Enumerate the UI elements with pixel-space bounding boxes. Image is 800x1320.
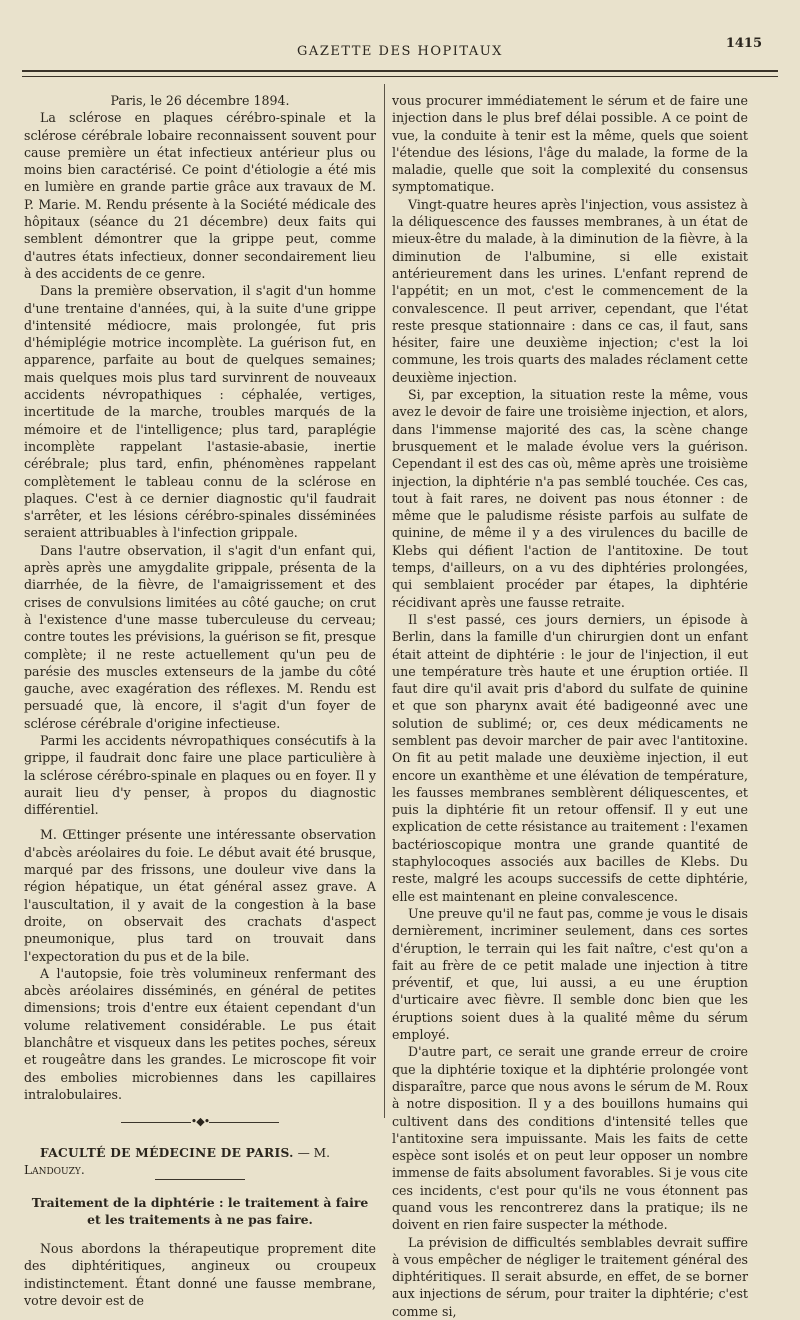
section-heading — [24, 1145, 376, 1180]
paragraph: D'autre part, ce serait une grande erreur de croire que la diphtérie toxique et la diphtérie prolongée vont disparaître, parce que nous avons le sérum de M. Roux à notre disposition. Il y a des bouillons humains qui cultivent dans des conditions d'intensité telles que l'antitoxine sera impuissante. Mais les faits de cette espèce sont isolés et on peut leur opposer un nombre immense de faits absolument favorables. Si je vous cite ces incidents, c'est pour qu'ils ne vous étonnent pas quand vous les rencontrerez dans la pratique; ils ne doivent en rien faire suspecter la méthode. — [392, 1044, 748, 1233]
article-subheading — [24, 1194, 376, 1228]
section-ornament: •◆• — [24, 1113, 376, 1130]
header-rule-thin — [22, 76, 778, 77]
spacer — [24, 818, 376, 826]
column-divider — [384, 84, 385, 1118]
paragraph: Dans l'autre observation, il s'agit d'un enfant qui, après après une amygdalite grippale, présenta de la diarrhée, de la fièvre, de l'amaigrissement et des crises de convulsions limitées au côté gauche; on crut à l'existence d'une masse tuberculeuse du cerveau; contre toutes les prévisions, la guérison se fit, presque complète; il ne reste actuellement qu'un peu de parésie des muscles extenseurs de la jambe du côté gauche, avec exagération des réflexes. M. Rendu est persuadé que, là encore, il s'agit d'un foyer de sclérose cérébrale d'origine infectieuse. — [24, 542, 376, 731]
header-rule-thick — [22, 70, 778, 72]
paragraph: Dans la première observation, il s'agit d'un homme d'une trentaine d'années, qui, à la suite d'une grippe d'intensité médiocre, mais prolongée, fut pris d'hémiplégie motrice incomplète. La guérison fut, en apparence, parfaite au bout de quelques semaines; mais quelques mois plus tard survinrent de nouveaux accidents névropathiques : céphalée, vertiges, incertitude de la marche, troubles marqués de la mémoire et de l'intelligence; plus tard, paraplégie incomplète rappelant l'astasie-abasie, inertie cérébrale; plus tard, enfin, phénomènes rappelant complètement le tableau connu de la sclérose en plaques. C'est à ce dernier diagnostic qu'il faudrait s'arrêter, et les lésions cérébro-spinales disséminées seraient attribuables à l'infection grippale. — [24, 283, 376, 541]
subhead-rule — [155, 1179, 245, 1180]
page-number: 1415 — [725, 36, 762, 51]
paragraph: M. Œttinger présente une intéressante observation d'abcès aréolaires du foie. Le début avait été brusque, marqué par des frissons, une douleur vive dans la région hépatique, un état général assez grave. A l'auscultation, il y avait de la congestion à la base droite, on observait des crachats d'aspect pneumonique, plus tard on trouvait dans l'expectoration du pus et de la bile. — [24, 827, 376, 964]
dateline: Paris, le 26 décembre 1894. — [110, 93, 290, 108]
right-column — [392, 92, 748, 1320]
paragraph: Vingt-quatre heures après l'injection, vous assistez à la déliquescence des fausses membranes, à un état de mieux-être du malade, à la diminution de la fièvre, à la diminution de l'albumine, si elle existait antérieurement dans les urines. L'enfant reprend de l'appétit; en un mot, c'est le commencement de la convalescence. Il peut arriver, cependant, que l'état reste presque stationnaire : dans ce cas, il faut, sans hésiter, faire une deuxième injection; c'est la loi commune, les trois quarts des malades réclament cette deuxième injection. — [392, 196, 748, 385]
paragraph: Nous abordons la thérapeutique proprement dite des diphtéritiques, angineux ou croupeux indistinctement. Étant donné une fausse membrane, votre devoir est de — [24, 1241, 376, 1308]
paragraph: A l'autopsie, foie très volumineux renfermant des abcès aréolaires disséminés, en général de petites dimensions; trois d'entre eux étaient cependant d'un volume relativement considérable. Le pus était blanchâtre et visqueux dans les petites poches, séreux et rougeâtre dans les grandes. Le microscope fit voir des embolies microbiennes dans les capillaires intralobulaires. — [24, 965, 376, 1102]
left-column — [24, 92, 376, 1309]
masthead-title: GAZETTE DES HOPITAUX — [297, 44, 503, 59]
faculty-author: — M. Landouzy. — [24, 1145, 330, 1177]
paragraph: vous procurer immédiatement le sérum et de faire une injection dans le plus bref délai possible. A ce point de vue, la conduite à tenir est la même, quels que soient l'étendue des lésions, l'âge du malade, la forme de la maladie, quelle que soit la complexité du consensus symptomatique. — [392, 93, 748, 195]
paragraph: Parmi les accidents névropathiques consécutifs à la grippe, il faudrait donc faire une place particulière à la sclérose cérébro-spinale en plaques ou en foyer. Il y aurait lieu d'y penser, à propos du diagnostic différentiel. — [24, 732, 376, 818]
paragraph: Si, par exception, la situation reste la même, vous avez le devoir de faire une troisième injection, et alors, dans l'immense majorité des cas, la scène change brusquement et le malade évolue vers la guérison. Cependant il est des cas où, même après une troisième injection, la diphtérie n'a pas semblé touchée. Ces cas, tout à fait rares, ne doivent pas nous étonner : de même que le paludisme résiste parfois au sulfate de quinine, de même il y a des virulences du bacille de Klebs qui défient l'action de l'antitoxine. De tout temps, d'ailleurs, on a vu des diphtéries prolongées, qui semblaient procéder par étapes, la diphtérie récidivant après une fausse retraite. — [392, 387, 748, 610]
paragraph: Il s'est passé, ces jours derniers, un épisode à Berlin, dans la famille d'un chirurgien dont un enfant était atteint de diphtérie : le jour de l'injection, il eut une température très haute et une éruption ortiée. Il faut dire qu'il avait pris d'abord du sulfate de quinine et que son pharynx avait été badigeonné avec une solution de sublimé; or, ces deux médicaments ne semblent pas devoir marcher de pair avec l'antitoxine. On fit au petit malade une deuxième injection, il eut encore un exanthème et une élévation de température, les fausses membranes semblèrent déliquescentes, et puis la diphtérie fit un retour offensif. Il y eut une explication de cette résistance au traitement : l'examen bactérioscopique montra une grande quantité de staphylocoques associés aux bacilles de Klebs. Du reste, malgré les acoups successifs de cette diphtérie, elle est maintenant en pleine convalescence. — [392, 611, 748, 904]
paragraph: Une preuve qu'il ne faut pas, comme je vous le disais dernièrement, incriminer seulement, dans ces sortes d'éruption, le terrain qui les fait naître, c'est qu'on a fait au frère de ce petit malade une injection à titre préventif, et que, lui aussi, a eu une éruption d'urticaire avec fièvre. Il semble donc bien que les éruptions soient dues à la qualité même du sérum employé. — [392, 905, 748, 1043]
paragraph: La sclérose en plaques cérébro-spinale et la sclérose cérébrale lobaire reconnaissent souvent pour cause première un état infectieux antérieur plus ou moins bien caractérisé. Ce point d'étiologie a été mis en lumière en grande partie grâce aux travaux de M. P. Marie. M. Rendu présente à la Société médicale des hôpitaux (séance du 21 décembre) deux faits qui semblent démontrer que la grippe peut, comme d'autres états infectieux, donner secondairement lieu à des accidents de ce genre. — [24, 110, 376, 281]
subhead-line: et les traitements à ne pas faire. — [87, 1212, 313, 1228]
subhead-line: Traitement de la diphtérie : le traitement à faire — [31, 1195, 369, 1211]
faculty-heading: FACULTÉ DE MÉDECINE DE PARIS. — [40, 1145, 294, 1160]
paragraph: La prévision de difficultés semblables devrait suffire à vous empêcher de négliger le traitement général des diphtéritiques. Il serait absurde, en effet, de se borner aux injections de sérum, pour traiter la diphtérie; c'est comme si, — [392, 1234, 748, 1319]
